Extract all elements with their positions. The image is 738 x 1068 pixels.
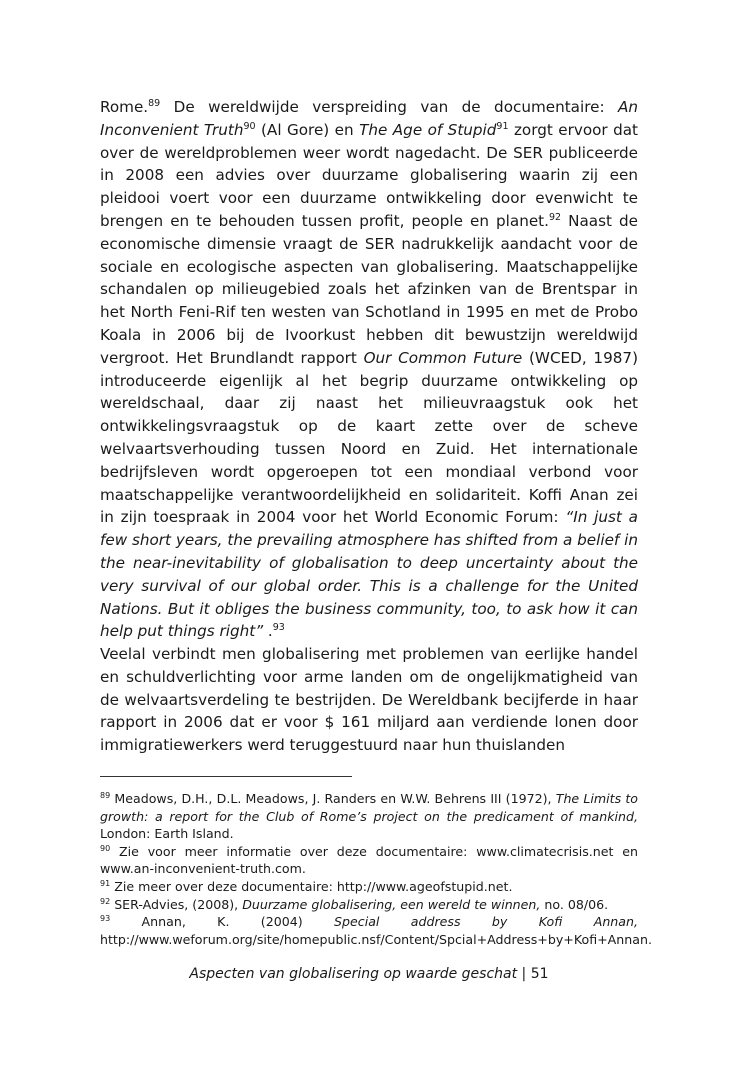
ageofstupid-link[interactable]: http://www.ageofstupid.net bbox=[336, 878, 509, 894]
footer-separator: | bbox=[517, 966, 531, 982]
footnote-number: 91 bbox=[100, 878, 111, 888]
text-run: De wereldwijde verspreiding van de documentaire: bbox=[160, 98, 618, 116]
text-run: Naast de economische dimensie vraagt de SER nadrukkelijk aandacht voor de sociale en ecologische aspecten van globalisering. Maatschappelijke schandalen op milieugebied zoals het afzinken van de Brentspar in het North Feni-Rif ten westen van Schotland in 1995 en met de Probo Koala in 2006 bij de Ivoorkust hebben dit bewustzijn wereldwijd vergroot. Het Brundlandt rapport bbox=[100, 211, 639, 367]
footnote-title: The Limits to growth: a report for the Club of Rome’s project on the predicament of mankind, bbox=[100, 791, 638, 824]
footnote-text: Annan, K. (2004) bbox=[110, 914, 335, 930]
page-number: 51 bbox=[530, 966, 549, 982]
footnote-title: Duurzame globalisering, een wereld te winnen, bbox=[242, 896, 541, 912]
footnote-text: Meadows, D.H., D.L. Meadows, J. Randers en W.W. Behrens III (1972), bbox=[110, 791, 556, 806]
text-run: (WCED, 1987) introduceerde eigenlijk al het begrip duurzame ontwikkeling op wereldschaal, daar zij naast het milieuvraagstuk ook het ontwikkelingsvraagstuk op de kaart zette over de scheve welvaartsverhouding tussen Noord en Zuid. Het internationale bedrijfsleven wordt opgeroepen tot een mondiaal verbond voor maatschappelijke verantwoordelijkheid en solidariteit. Koffi Anan zei in zijn toespraak in 2004 voor het World Economic Forum: bbox=[100, 348, 638, 527]
footnote-text: . bbox=[508, 878, 513, 894]
footnote-91 bbox=[100, 878, 638, 896]
footnote-title: Special address by Kofi Annan, bbox=[334, 914, 638, 930]
footnote-text: en bbox=[613, 843, 639, 859]
annan-quote: “In just a few short years, the prevailing atmosphere has shifted from a belief in the near-inevitability of globalisation to deep uncertainty about the very survival of our global order. This is a challenge for the United Nations. But it obliges the business community, too, to ask how it can help put things right” bbox=[100, 508, 638, 641]
footnote-number: 89 bbox=[100, 790, 111, 800]
footnote-89 bbox=[100, 790, 638, 843]
footnote-number: 92 bbox=[100, 896, 111, 906]
footnote-number: 93 bbox=[100, 913, 111, 923]
footnote-92 bbox=[100, 896, 638, 914]
title-age-of-stupid: The Age of Stupid bbox=[359, 120, 497, 139]
text-run: zorgt ervoor dat over de wereldproblemen weer wordt nagedacht. De SER publiceerde in 2008 een advies over duurzame globalisering waarin zij een pleidooi voert voor een duurzame ontwikkeling door evenwicht te brengen en te behouden tussen profit, people en planet. bbox=[100, 120, 638, 230]
footnote-ref-93[interactable]: 93 bbox=[272, 622, 285, 634]
text-run: Veelal verbindt men globalisering met problemen van eerlijke handel en schuldverlichting voor arme landen om de ongelijkmatigheid van de welvaartsverdeling te bestrijden. De Wereldbank becijferde in haar rapport in 2006 dat er voor $ 161 miljard aan verdiende lonen door immigratiewerkers werd teruggestuurd naar hun thuislanden bbox=[100, 645, 638, 755]
body-paragraph-1 bbox=[100, 96, 638, 643]
footnote-ref-92[interactable]: 92 bbox=[548, 211, 562, 223]
footnote-text: no. 08/06. bbox=[540, 896, 609, 912]
footnote-ref-90[interactable]: 90 bbox=[243, 120, 256, 132]
footnote-ref-91[interactable]: 91 bbox=[496, 120, 509, 132]
footnote-divider bbox=[100, 776, 352, 777]
footnote-text: Zie meer over deze documentaire: bbox=[110, 878, 337, 894]
inconvenient-truth-link[interactable]: www.an-inconvenient-truth.com bbox=[100, 861, 302, 877]
footnote-text: SER-Advies, (2008), bbox=[110, 896, 243, 912]
footnote-90 bbox=[100, 843, 638, 878]
footnote-number: 90 bbox=[100, 843, 111, 853]
footnotes bbox=[100, 790, 652, 948]
footnote-text: . bbox=[301, 861, 306, 877]
climatecrisis-link[interactable]: www.climatecrisis.net bbox=[476, 843, 614, 859]
footnote-ref-89[interactable]: 89 bbox=[148, 97, 161, 109]
running-title: Aspecten van globalisering op waarde geschat bbox=[189, 966, 518, 982]
title-an-inconvenient-truth: An Inconvenient Truth bbox=[100, 98, 638, 139]
footnote-text: London: Earth Island. bbox=[100, 826, 234, 842]
body-paragraph-2 bbox=[100, 643, 638, 757]
footnote-93 bbox=[100, 913, 652, 948]
text-run: (Al Gore) en bbox=[255, 120, 360, 139]
weforum-link[interactable]: http://www.weforum.org/site/homepublic.nsf/Content/Spcial+Address+by+Kofi+Annan bbox=[100, 931, 648, 947]
footnote-text: Zie voor meer informatie over deze documentaire: bbox=[110, 843, 477, 859]
text-run: . bbox=[263, 622, 273, 641]
title-our-common-future: Our Common Future bbox=[363, 348, 523, 367]
page-footer bbox=[0, 966, 738, 982]
text-run: Rome. bbox=[100, 98, 149, 116]
footnote-text: . bbox=[647, 931, 652, 947]
